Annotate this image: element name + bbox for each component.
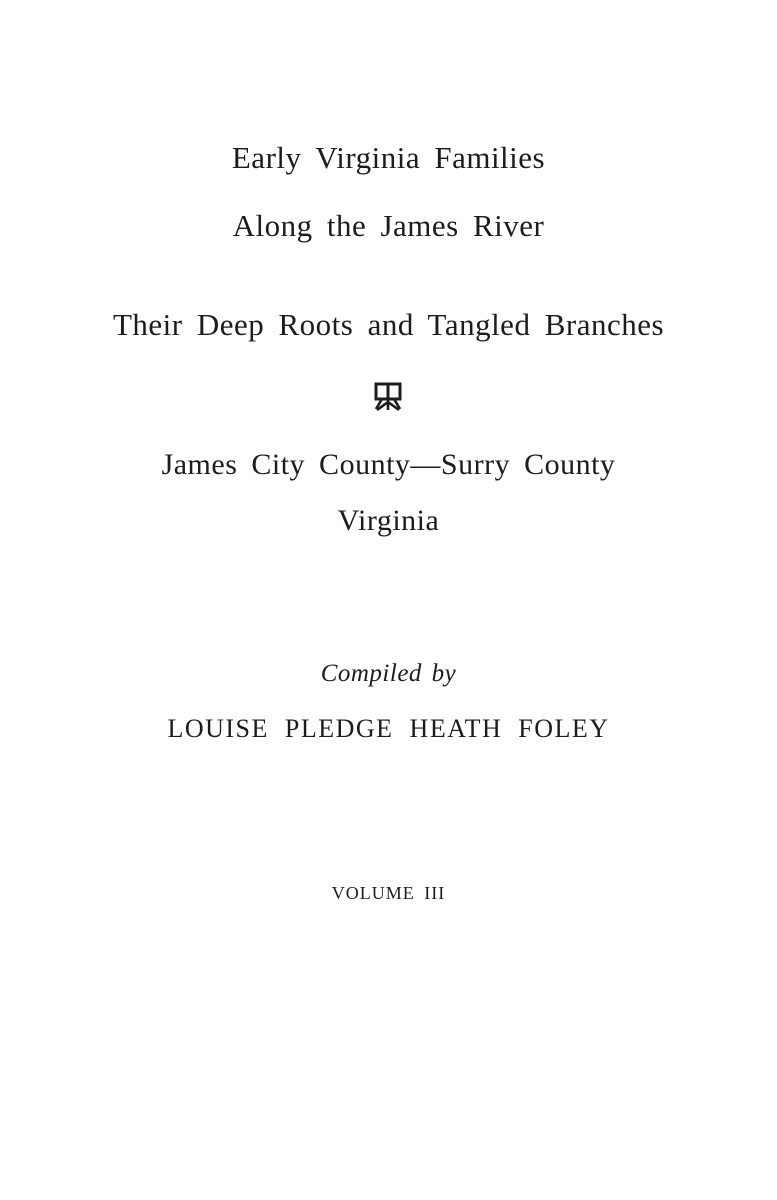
compiled-by-label: Compiled by	[320, 660, 457, 687]
fleuron-ornament-icon	[373, 382, 403, 412]
title-line-1: Early Virginia Families	[231, 140, 546, 175]
counties-line: James City County—Surry County	[161, 448, 616, 481]
title-line-2: Along the James River	[232, 208, 545, 243]
volume-number: VOLUME III	[331, 883, 446, 903]
author-name: LOUISE PLEDGE HEATH FOLEY	[167, 714, 610, 743]
state-line: Virginia	[337, 504, 440, 537]
subtitle: Their Deep Roots and Tangled Branches	[112, 307, 665, 342]
